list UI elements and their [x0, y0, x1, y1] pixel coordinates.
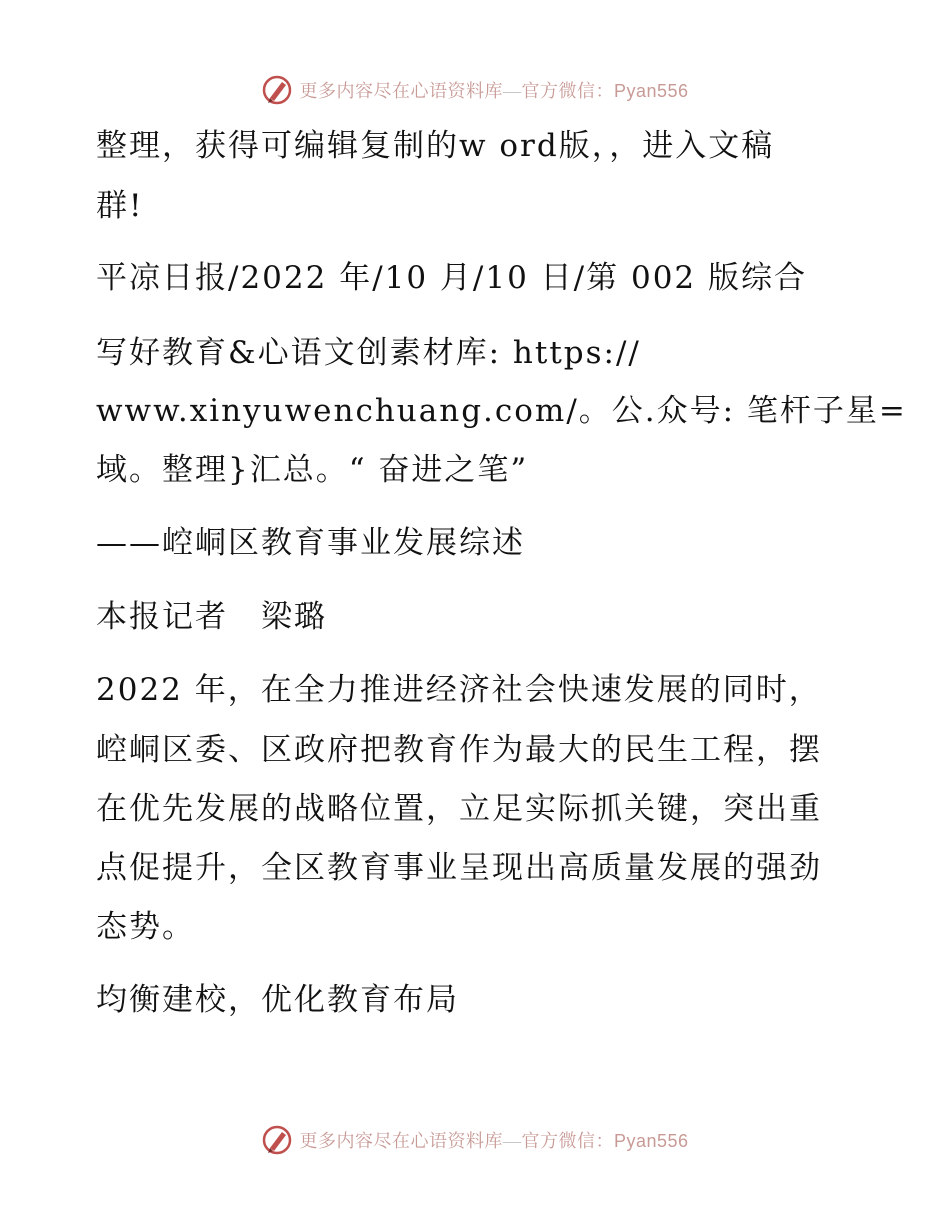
body-line: 崆峒区委、区政府把教育作为最大的民生工程，摆 [96, 732, 822, 768]
body-line: 域。整理}汇总。“ 奋进之笔” [96, 452, 529, 488]
body-line: www.xinyuwenchuang.com/。公.众号: 笔杆子星= [96, 393, 907, 429]
section-subtitle: ——崆峒区教育事业发展综述 [96, 525, 525, 561]
section-heading: 均衡建校，优化教育布局 [96, 982, 459, 1018]
pen-logo-icon [261, 74, 293, 106]
body-line: 点促提升，全区教育事业呈现出高质量发展的强劲 [96, 850, 822, 886]
pen-logo-icon [261, 1124, 293, 1156]
watermark-text: 更多内容尽在心语资料库—官方微信：Pyan556 [299, 1131, 689, 1151]
body-line: 2022 年，在全力推进经济社会快速发展的同时， [96, 672, 822, 708]
byline: 本报记者 梁璐 [96, 599, 327, 635]
body-line: 平凉日报/2022 年/10 月/10 日/第 002 版综合 [96, 260, 808, 296]
watermark-text: 更多内容尽在心语资料库—官方微信：Pyan556 [299, 81, 689, 101]
header-watermark [0, 70, 950, 110]
body-line: 群! [96, 188, 144, 224]
body-line: 整理，获得可编辑复制的w ord版，，进入文稿 [96, 128, 775, 164]
footer-watermark [0, 1120, 950, 1160]
body-line: 态势。 [96, 909, 195, 945]
body-line: 写好教育&心语文创素材库: https:// [96, 335, 641, 371]
body-line: 在优先发展的战略位置，立足实际抓关键，突出重 [96, 791, 822, 827]
